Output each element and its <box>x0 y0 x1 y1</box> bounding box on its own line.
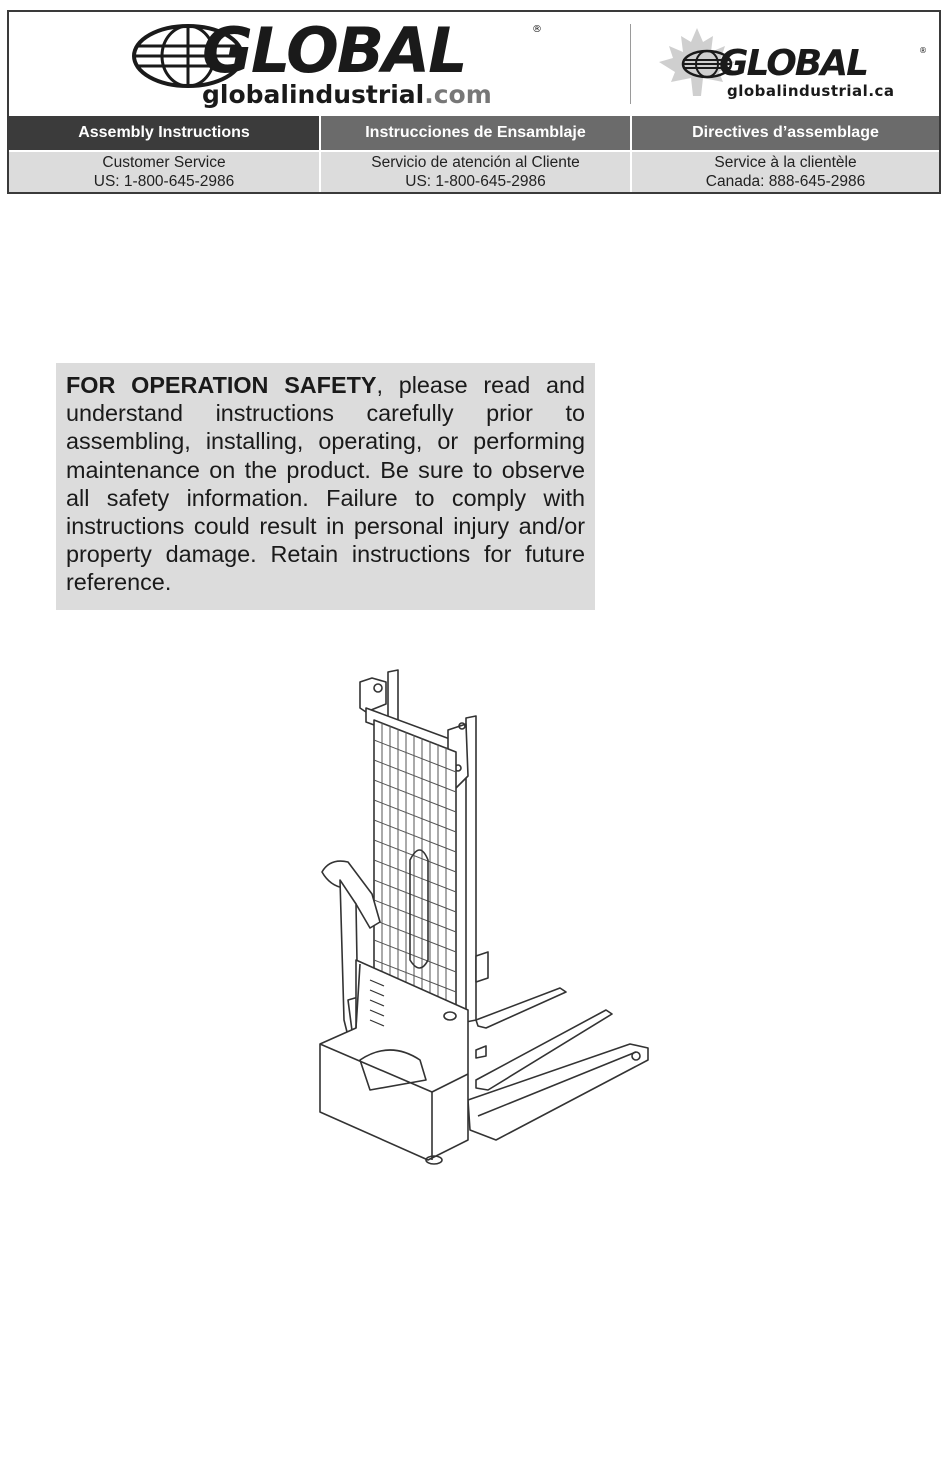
column-french <box>630 116 939 192</box>
brand-url: globalindustrial.com <box>202 80 492 109</box>
customer-service-phone[interactable]: Canada: 888-645-2986 <box>705 173 866 190</box>
customer-service-phone[interactable]: US: 1-800-645-2986 <box>93 173 235 190</box>
logo-row <box>9 12 939 116</box>
brand-wordmark: GLOBAL <box>202 14 466 87</box>
stacker-icon <box>300 660 660 1170</box>
customer-service-label: Service à la clientèle <box>714 154 857 171</box>
document-header <box>7 10 941 194</box>
brand-wordmark-ca: GLOBAL <box>719 43 868 84</box>
customer-service-label: Customer Service <box>102 154 226 171</box>
customer-service-block <box>321 150 630 192</box>
column-title: Instrucciones de Ensamblaje <box>321 116 630 150</box>
column-english <box>9 116 319 192</box>
safety-notice <box>56 363 595 610</box>
customer-service-block <box>632 150 939 192</box>
language-columns <box>9 116 939 192</box>
customer-service-phone[interactable]: US: 1-800-645-2986 <box>405 173 546 190</box>
registered-mark-ca: ® <box>919 46 927 55</box>
column-title: Directives d’assemblage <box>632 116 939 150</box>
global-logo-ca <box>649 24 939 108</box>
registered-mark: ® <box>532 24 542 35</box>
global-logo-us <box>124 14 554 110</box>
customer-service-label: Servicio de atención al Cliente <box>371 154 580 171</box>
customer-service-block <box>9 150 319 192</box>
column-spanish <box>319 116 630 192</box>
safety-text: , please read and understand instructions carefully prior to assembling, installing, operating, or performing maintenance on the product. Be sure to observe all safety information. Failure to comply with instructions could result in personal injury and/or property damage. Retain instructions for future reference. <box>66 372 585 596</box>
logo-divider <box>630 24 631 104</box>
brand-url-ca: globalindustrial.ca <box>727 82 895 100</box>
safety-lead: FOR OPERATION SAFETY <box>66 372 377 398</box>
column-title: Assembly Instructions <box>9 116 319 150</box>
